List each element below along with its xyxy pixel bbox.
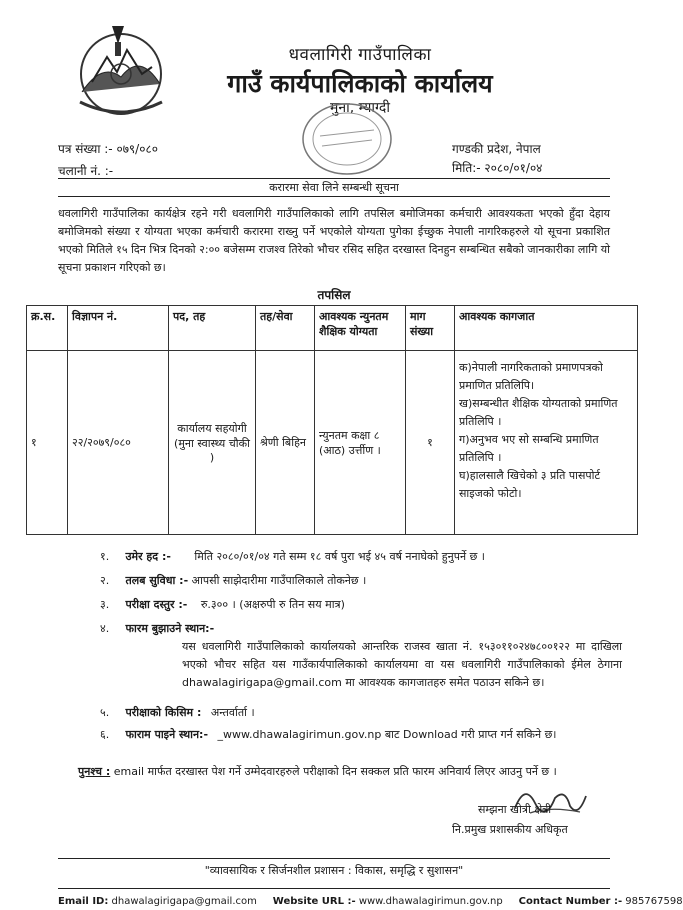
divider xyxy=(58,888,610,889)
table-title: तपसिल xyxy=(317,288,351,302)
office-stamp-icon xyxy=(300,100,395,178)
footer-email[interactable]: dhawalagirigapa@gmail.com xyxy=(111,896,257,907)
signatory-title: नि.प्रमुख प्रशासकीय अधिकृत xyxy=(452,823,568,836)
doc-item: ख)सम्बन्धीत शैक्षिक योग्यताको प्रमाणित प्रतिलिपि । xyxy=(459,397,618,428)
nepal-emblem-icon xyxy=(62,22,180,120)
divider xyxy=(58,178,610,179)
col-yogyata: आवश्यक न्युनतम शैक्षिक योग्यता xyxy=(315,306,406,351)
col-pad: पद, तह xyxy=(169,306,256,351)
divider xyxy=(58,858,610,859)
table-row xyxy=(27,351,638,535)
divider xyxy=(58,196,610,197)
letter-number: पत्र संख्या :- ०७९/०८० xyxy=(58,142,158,156)
item-salary: २. तलब सुविधा :- आपसी साझेदारीमा गाउँपालिकाले तोकनेछ । xyxy=(100,574,367,587)
item-exam-fee: ३. परीक्षा दस्तुर :- रु.३०० । (अक्षरुपी रु तिन सय मात्र) xyxy=(100,598,345,611)
cell-yogyata: न्युनतम कक्षा ८ (आठ) उर्त्तीण । xyxy=(315,351,406,535)
doc-item: ग)अनुभव भए सो सम्बन्धि प्रमाणित प्रतिलिपि । xyxy=(459,433,599,464)
dispatch-number: चलानी नं. :- xyxy=(58,164,114,178)
col-vigyapan: विज्ञापन नं. xyxy=(68,306,169,351)
header-line1: धवलागिरी गाउँपालिका xyxy=(288,45,432,65)
cell-pad: कार्यालय सहयोगी (मुना स्वास्थ्य चौकी ) xyxy=(169,351,256,535)
signatory-name: सम्झना खोत्री क्षेत्री xyxy=(478,803,552,816)
province: गण्डकी प्रदेश, नेपाल xyxy=(452,142,541,156)
date: मिति:- २०८०/०१/०४ xyxy=(452,161,543,175)
header-location: मुना, म्याग्दी xyxy=(330,100,390,116)
footer-contact-number: 985767598 xyxy=(625,896,683,907)
cell-docs xyxy=(455,351,638,535)
item-exam-type: ५. परीक्षाको किसिम : अन्तर्वार्ता । xyxy=(100,706,255,719)
office-motto: "व्यावसायिक र सिर्जनशील प्रशासन : विकास, समृद्धि र सुशासन" xyxy=(204,864,464,877)
doc-item: घ)हालसालै खिचेको ३ प्रति पासपोर्ट साइजको फोटो। xyxy=(459,469,601,500)
col-docs: आवश्यक कागजात xyxy=(455,306,638,351)
cell-sankhya: १ xyxy=(406,351,455,535)
footer-website[interactable]: www.dhawalagirimun.gov.np xyxy=(358,896,503,907)
cell-sn: १ xyxy=(27,351,68,535)
col-sankhya: माग संख्या xyxy=(406,306,455,351)
postscript-note: पुनश्च : email मार्फत दरखास्त पेश गर्ने उम्मेदवारहरुले परीक्षाको दिन सक्कल प्रति फारम अनिवार्य लिएर आउनु पर्ने छ । xyxy=(78,765,557,778)
item-form-location: ६. फाराम पाइने स्थान:- _www.dhawalagirimun.gov.np बाट Download गरी प्राप्त गर्न सकिने छ। xyxy=(100,728,557,741)
notice-subject: करारमा सेवा लिने सम्बन्धी सूचना xyxy=(269,181,399,194)
doc-item: क)नेपाली नागरिकताको प्रमाणपत्रको प्रमाणित प्रतिलिपि। xyxy=(459,361,603,392)
table-header-row xyxy=(27,306,638,351)
col-sn: क्र.स. xyxy=(27,306,68,351)
header-office-title: गाउँ कार्यपालिकाको कार्यालय xyxy=(227,69,493,98)
cell-taha: श्रेणी बिहिन xyxy=(256,351,315,535)
item-submission-place: ४. फारम बुझाउने स्थान:- xyxy=(100,622,215,635)
vacancy-table xyxy=(26,305,638,535)
footer-contact: Email ID: dhawalagirigapa@gmail.com Website URL :- www.dhawalagirimun.gov.np Contact Number :- 985767598 xyxy=(58,896,683,907)
item-age-limit: १. उमेर हद :- मिति २०८०/०१/०४ गते सम्म १८ वर्ष पुरा भई ४५ वर्ष ननाघेको हुनुपर्ने छ । xyxy=(100,550,485,563)
notice-body: धवलागिरी गाउँपालिका कार्यक्षेत्र रहने गरी धवलागिरी गाउँपालिकाको लागि तपसिल बमोजिमका कर्मचारी आवश्यकता भएको हुँदा देहाय बमोजिमको संख्या र योग्यता भएका कर्मचारी करारमा राख्नु पर्ने भएकोले योग्यता पुगेका ईच्छुक नेपाली नागरिकहरुले यो सूचना प्रकाशित भएको मितिले १५ दिन भित्र दिनको २:०० बजेसम्म राजश्व तिरेको भौचर रसिद सहित दरखास्त दिनहुन सम्बन्धित सबैको जानकारीका लागि यो सूचना प्रकाशन गरिएको छ। xyxy=(58,207,610,274)
cell-vigyapan: २२/२०७९/०८० xyxy=(68,351,169,535)
item-submission-text: यस धवलागिरी गाउँपालिकाको कार्यालयको आन्तरिक राजस्व खाता नं. १५३०११०२४७८००१२२ मा दाखिला भएको भौचर सहित यस गाउँकार्यपालिकाको कार्यालयमा वा यस धवलागिरी गाउँपालिकाको ईमेल ठेगाना dhawalagirigapa@gmail.com मा आवश्यक कागजातहरु समेत पठाउन सकिने छ। xyxy=(182,640,622,689)
col-taha: तह/सेवा xyxy=(256,306,315,351)
